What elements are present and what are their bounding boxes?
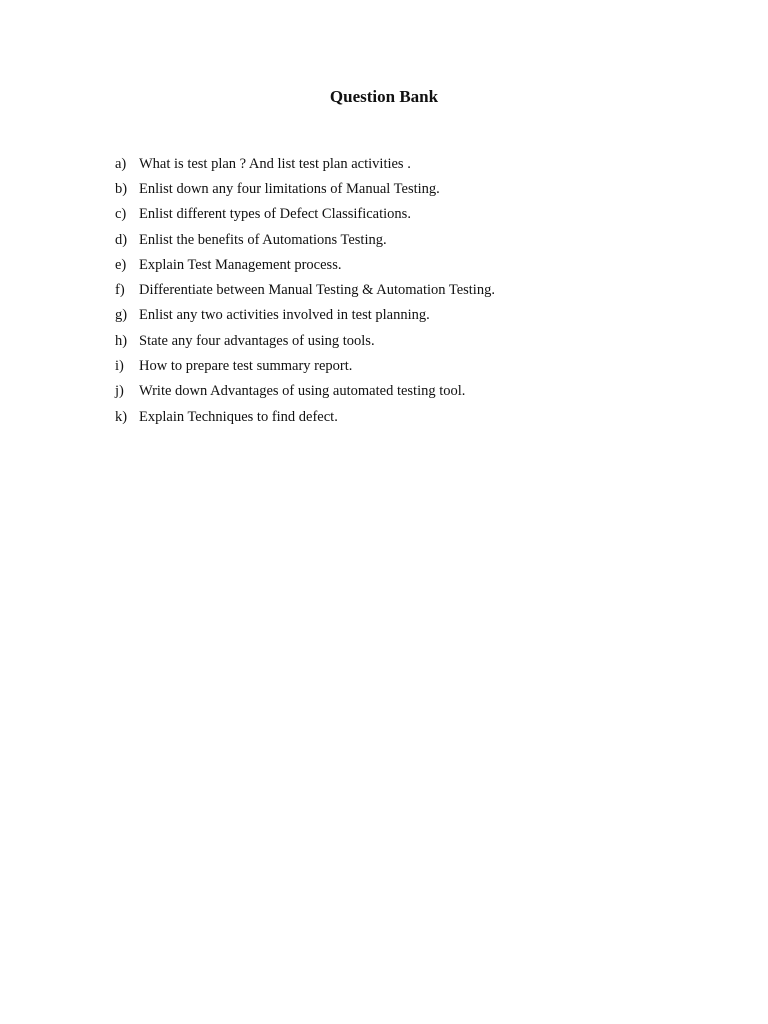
- question-marker: d): [115, 231, 128, 248]
- question-item-c: [115, 202, 495, 227]
- question-text: What is test plan ? And list test plan activities .: [139, 155, 411, 172]
- question-item-a: [115, 151, 495, 176]
- question-item-k: [115, 404, 495, 429]
- question-item-f: [115, 277, 495, 302]
- question-marker: e): [115, 256, 127, 273]
- question-text: Write down Advantages of using automated testing tool.: [139, 383, 466, 400]
- question-item-e: [115, 252, 495, 277]
- question-text: Explain Test Management process.: [139, 256, 342, 273]
- question-item-d: [115, 227, 495, 252]
- question-text: Explain Techniques to find defect.: [139, 408, 338, 425]
- question-item-j: [115, 379, 495, 404]
- question-marker: g): [115, 307, 128, 324]
- question-marker: c): [115, 206, 127, 223]
- question-list: [115, 151, 495, 429]
- question-marker: j): [115, 383, 124, 400]
- question-item-b: [115, 176, 495, 201]
- question-item-g: [115, 303, 495, 328]
- question-marker: f): [115, 282, 125, 299]
- question-marker: a): [115, 155, 127, 172]
- question-text: Enlist any two activities involved in test planning.: [139, 307, 430, 324]
- question-text: Differentiate between Manual Testing & Automation Testing.: [139, 282, 495, 299]
- question-item-h: [115, 328, 495, 353]
- question-text: Enlist down any four limitations of Manual Testing.: [139, 180, 440, 197]
- question-marker: i): [115, 358, 124, 375]
- question-marker: k): [115, 408, 128, 425]
- question-text: How to prepare test summary report.: [139, 358, 353, 375]
- question-item-i: [115, 353, 495, 378]
- question-text: Enlist the benefits of Automations Testing.: [139, 231, 387, 248]
- question-marker: h): [115, 332, 128, 349]
- question-text: State any four advantages of using tools.: [139, 332, 375, 349]
- question-text: Enlist different types of Defect Classifications.: [139, 206, 411, 223]
- page-title: Question Bank: [329, 87, 439, 106]
- question-marker: b): [115, 180, 128, 197]
